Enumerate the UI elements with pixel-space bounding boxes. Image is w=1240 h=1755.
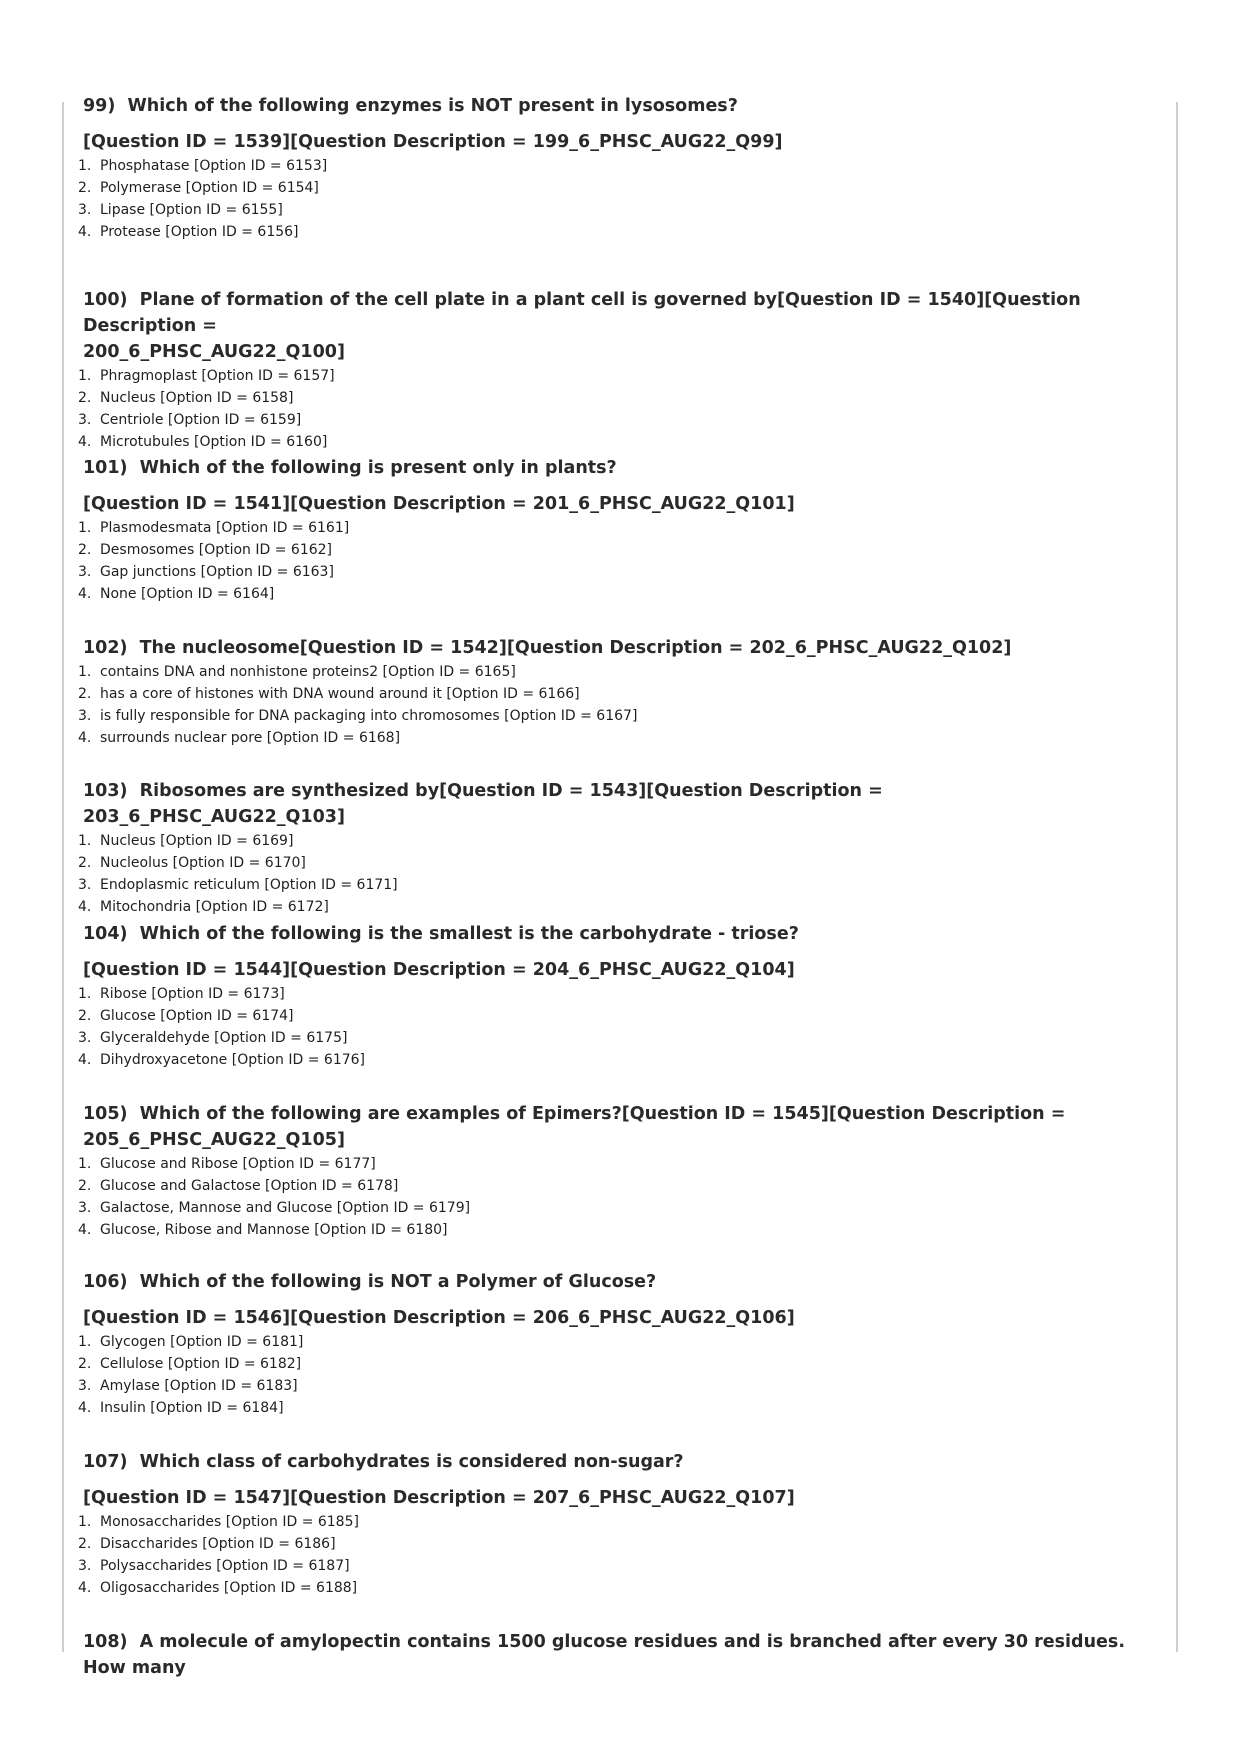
question-title (83, 1269, 1143, 1295)
option-list (64, 365, 1176, 453)
question-meta: 205_6_PHSC_AUG22_Q105] (83, 1130, 345, 1150)
question-number: 100) (83, 290, 128, 310)
option-number: 1. (78, 1334, 92, 1350)
question-title (83, 1629, 1143, 1681)
option-text: Monosaccharides [Option ID = 6185] (100, 1514, 359, 1530)
question-number: 104) (83, 924, 128, 944)
option-number: 2. (78, 1536, 92, 1552)
question-number: 105) (83, 1104, 128, 1124)
question-108 (64, 1629, 1176, 1681)
option-number: 3. (78, 202, 92, 218)
option-item (78, 1353, 1176, 1375)
option-text: Plasmodesmata [Option ID = 6161] (100, 520, 350, 536)
option-item (78, 365, 1176, 387)
option-text: Gap junctions [Option ID = 6163] (100, 564, 334, 580)
question-number: 106) (83, 1272, 128, 1292)
option-list (64, 661, 1176, 749)
option-text: Polysaccharides [Option ID = 6187] (100, 1558, 350, 1574)
option-item (78, 1175, 1176, 1197)
option-item (78, 409, 1176, 431)
option-number: 3. (78, 1378, 92, 1394)
option-number: 3. (78, 412, 92, 428)
option-number: 2. (78, 542, 92, 558)
option-text: Nucleolus [Option ID = 6170] (100, 855, 306, 871)
question-105 (64, 1101, 1176, 1241)
option-number: 4. (78, 1222, 92, 1238)
option-text: Disaccharides [Option ID = 6186] (100, 1536, 336, 1552)
option-number: 1. (78, 368, 92, 384)
option-number: 4. (78, 434, 92, 450)
option-item (78, 177, 1176, 199)
option-item (78, 561, 1176, 583)
option-number: 1. (78, 158, 92, 174)
question-103 (64, 778, 1176, 918)
option-list (64, 1331, 1176, 1419)
option-list (64, 517, 1176, 605)
option-number: 3. (78, 1200, 92, 1216)
option-text: Protease [Option ID = 6156] (100, 224, 299, 240)
option-text: Centriole [Option ID = 6159] (100, 412, 302, 428)
option-text: Glucose and Galactose [Option ID = 6178] (100, 1178, 399, 1194)
option-item (78, 1197, 1176, 1219)
option-number: 2. (78, 180, 92, 196)
option-item (78, 983, 1176, 1005)
option-text: Lipase [Option ID = 6155] (100, 202, 283, 218)
option-text: Ribose [Option ID = 6173] (100, 986, 285, 1002)
option-item (78, 199, 1176, 221)
question-title (83, 1449, 1143, 1475)
question-99 (64, 93, 1176, 243)
option-item (78, 661, 1176, 683)
option-item (78, 896, 1176, 918)
option-number: 3. (78, 1030, 92, 1046)
question-title (83, 778, 1143, 830)
option-text: has a core of histones with DNA wound around it [Option ID = 6166] (100, 686, 580, 702)
question-text: Which of the following is the smallest is the carbohydrate - triose? (139, 924, 799, 944)
option-item (78, 830, 1176, 852)
option-item (78, 155, 1176, 177)
question-title (83, 1101, 1143, 1127)
question-title (83, 287, 1143, 339)
question-meta: [Question ID = 1539][Question Description = 199_6_PHSC_AUG22_Q99] (83, 132, 783, 152)
option-number: 4. (78, 586, 92, 602)
option-item (78, 539, 1176, 561)
option-number: 1. (78, 1156, 92, 1172)
question-number: 108) (83, 1632, 128, 1652)
option-text: Phosphatase [Option ID = 6153] (100, 158, 328, 174)
option-text: Phragmoplast [Option ID = 6157] (100, 368, 335, 384)
option-number: 3. (78, 1558, 92, 1574)
question-text: Plane of formation of the cell plate in a plant cell is governed by[Question ID = 1540][Question Description = (83, 290, 1081, 336)
question-text: Which class of carbohydrates is considered non-sugar? (139, 1452, 684, 1472)
option-list (64, 983, 1176, 1071)
option-text: Microtubules [Option ID = 6160] (100, 434, 328, 450)
document-page (62, 96, 1178, 1678)
option-text: is fully responsible for DNA packaging into chromosomes [Option ID = 6167] (100, 708, 638, 724)
option-number: 4. (78, 1580, 92, 1596)
option-item (78, 517, 1176, 539)
question-meta: [Question ID = 1546][Question Description = 206_6_PHSC_AUG22_Q106] (83, 1308, 795, 1328)
option-item (78, 1533, 1176, 1555)
question-text: Which of the following are examples of Epimers?[Question ID = 1545][Question Description = (139, 1104, 1066, 1124)
option-text: Oligosaccharides [Option ID = 6188] (100, 1580, 358, 1596)
option-item (78, 683, 1176, 705)
option-text: Nucleus [Option ID = 6158] (100, 390, 294, 406)
option-item (78, 1005, 1176, 1027)
option-list (64, 830, 1176, 918)
question-text: The nucleosome[Question ID = 1542][Question Description = 202_6_PHSC_AUG22_Q102] (139, 638, 1012, 658)
option-number: 2. (78, 1178, 92, 1194)
question-meta: 200_6_PHSC_AUG22_Q100] (83, 342, 345, 362)
option-text: Dihydroxyacetone [Option ID = 6176] (100, 1052, 366, 1068)
option-item (78, 1577, 1176, 1599)
option-item (78, 431, 1176, 453)
option-number: 1. (78, 664, 92, 680)
question-106 (64, 1269, 1176, 1419)
question-102 (64, 635, 1176, 749)
option-text: Nucleus [Option ID = 6169] (100, 833, 294, 849)
question-107 (64, 1449, 1176, 1599)
option-item (78, 221, 1176, 243)
option-text: surrounds nuclear pore [Option ID = 6168] (100, 730, 401, 746)
question-text: A molecule of amylopectin contains 1500 glucose residues and is branched after every 30 residues. How many (83, 1632, 1125, 1678)
question-meta: [Question ID = 1544][Question Description = 204_6_PHSC_AUG22_Q104] (83, 960, 795, 980)
option-list (64, 1511, 1176, 1599)
option-text: Galactose, Mannose and Glucose [Option ID = 6179] (100, 1200, 471, 1216)
option-number: 4. (78, 730, 92, 746)
question-text: Which of the following is NOT a Polymer of Glucose? (139, 1272, 657, 1292)
option-item (78, 1511, 1176, 1533)
option-number: 1. (78, 833, 92, 849)
option-number: 3. (78, 877, 92, 893)
option-number: 1. (78, 986, 92, 1002)
option-number: 2. (78, 1008, 92, 1024)
option-text: Glycogen [Option ID = 6181] (100, 1334, 304, 1350)
option-text: Glucose, Ribose and Mannose [Option ID = 6180] (100, 1222, 448, 1238)
option-number: 4. (78, 899, 92, 915)
option-text: Glyceraldehyde [Option ID = 6175] (100, 1030, 348, 1046)
option-number: 2. (78, 855, 92, 871)
question-number: 102) (83, 638, 128, 658)
question-title (83, 921, 1143, 947)
question-number: 107) (83, 1452, 128, 1472)
option-item (78, 874, 1176, 896)
question-number: 99) (83, 96, 116, 116)
option-number: 3. (78, 564, 92, 580)
option-text: Polymerase [Option ID = 6154] (100, 180, 319, 196)
option-text: Mitochondria [Option ID = 6172] (100, 899, 329, 915)
question-number: 103) (83, 781, 128, 801)
question-meta: [Question ID = 1541][Question Description = 201_6_PHSC_AUG22_Q101] (83, 494, 795, 514)
option-number: 4. (78, 224, 92, 240)
question-title (83, 455, 1143, 481)
option-text: contains DNA and nonhistone proteins2 [Option ID = 6165] (100, 664, 516, 680)
option-item (78, 1375, 1176, 1397)
option-item (78, 1219, 1176, 1241)
option-item (78, 1027, 1176, 1049)
option-item (78, 705, 1176, 727)
option-text: None [Option ID = 6164] (100, 586, 275, 602)
option-item (78, 1331, 1176, 1353)
option-number: 2. (78, 390, 92, 406)
option-text: Amylase [Option ID = 6183] (100, 1378, 298, 1394)
option-item (78, 583, 1176, 605)
option-item (78, 1555, 1176, 1577)
option-number: 1. (78, 520, 92, 536)
option-item (78, 387, 1176, 409)
question-100 (64, 287, 1176, 453)
option-item (78, 727, 1176, 749)
question-101 (64, 455, 1176, 605)
question-number: 101) (83, 458, 128, 478)
option-number: 2. (78, 686, 92, 702)
option-text: Endoplasmic reticulum [Option ID = 6171] (100, 877, 398, 893)
option-text: Desmosomes [Option ID = 6162] (100, 542, 333, 558)
option-item (78, 1049, 1176, 1071)
option-number: 4. (78, 1052, 92, 1068)
question-title (83, 93, 1143, 119)
question-title (83, 635, 1143, 661)
question-104 (64, 921, 1176, 1071)
option-number: 4. (78, 1400, 92, 1416)
question-text: Which of the following enzymes is NOT present in lysosomes? (127, 96, 738, 116)
option-text: Glucose [Option ID = 6174] (100, 1008, 294, 1024)
option-text: Cellulose [Option ID = 6182] (100, 1356, 302, 1372)
option-list (64, 1153, 1176, 1241)
option-number: 1. (78, 1514, 92, 1530)
question-text: Ribosomes are synthesized by[Question ID = 1543][Question Description = 203_6_PHSC_AUG22_Q103] (83, 781, 883, 827)
question-text: Which of the following is present only in plants? (139, 458, 617, 478)
option-item (78, 1397, 1176, 1419)
option-item (78, 1153, 1176, 1175)
option-text: Insulin [Option ID = 6184] (100, 1400, 284, 1416)
option-text: Glucose and Ribose [Option ID = 6177] (100, 1156, 376, 1172)
option-item (78, 852, 1176, 874)
option-number: 2. (78, 1356, 92, 1372)
question-meta: [Question ID = 1547][Question Description = 207_6_PHSC_AUG22_Q107] (83, 1488, 795, 1508)
option-number: 3. (78, 708, 92, 724)
option-list (64, 155, 1176, 243)
